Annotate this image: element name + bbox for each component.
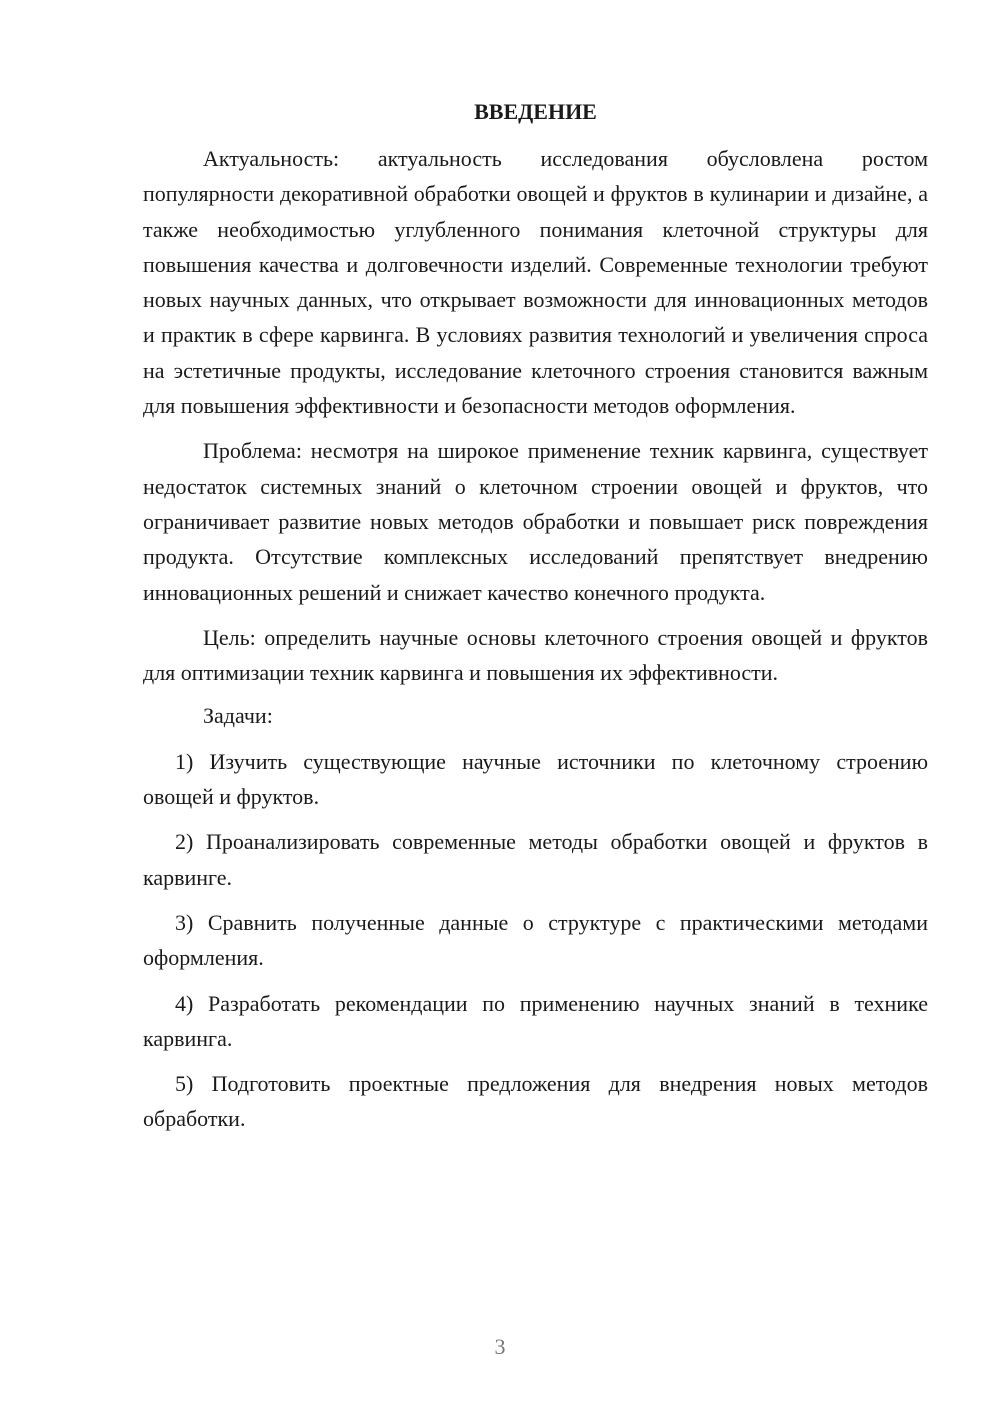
task-item-4: 4) Разработать рекомендации по применению научных знаний в технике карвинга. <box>143 990 928 1051</box>
relevance-paragraph: Актуальность: актуальность исследования обусловлена ростом популярности декоративной обработки овощей и фруктов в кулинарии и дизайне, а также необходимостью углубленного понимания клеточной структуры для повышения качества и долговечности изделий. Современные технологии требуют новых научных данных, что открывает возможности для инновационных методов и практик в сфере карвинга. В условиях развития технологий и увеличения спроса на эстетичные продукты, исследование клеточного строения становится важным для повышения эффективности и безопасности методов оформления. <box>143 146 928 419</box>
task-item-5: 5) Подготовить проектные предложения для внедрения новых методов обработки. <box>143 1071 928 1132</box>
goal-paragraph: Цель: определить научные основы клеточного строения овощей и фруктов для оптимизации техник карвинга и повышения их эффективности. <box>143 624 928 686</box>
page-content <box>143 94 928 1147</box>
tasks-heading: Задачи: <box>203 703 273 729</box>
section-title: ВВЕДЕНИЕ <box>474 99 597 124</box>
task-item-2: 2) Проанализировать современные методы обработки овощей и фруктов в карвинге. <box>143 829 928 890</box>
task-item-1: 1) Изучить существующие научные источники по клеточному строению овощей и фруктов. <box>143 748 928 810</box>
task-item-3: 3) Сравнить полученные данные о структуре с практическими методами оформления. <box>143 909 928 971</box>
page-number: 3 <box>494 1334 506 1359</box>
problem-paragraph: Проблема: несмотря на широкое применение техник карвинга, существует недостаток системных знаний о клеточном строении овощей и фруктов, что ограничивает развитие новых методов обработки и повышает риск повреждения продукта. Отсутствие комплексных исследований препятствует внедрению инновационных решений и снижает качество конечного продукта. <box>143 438 928 605</box>
